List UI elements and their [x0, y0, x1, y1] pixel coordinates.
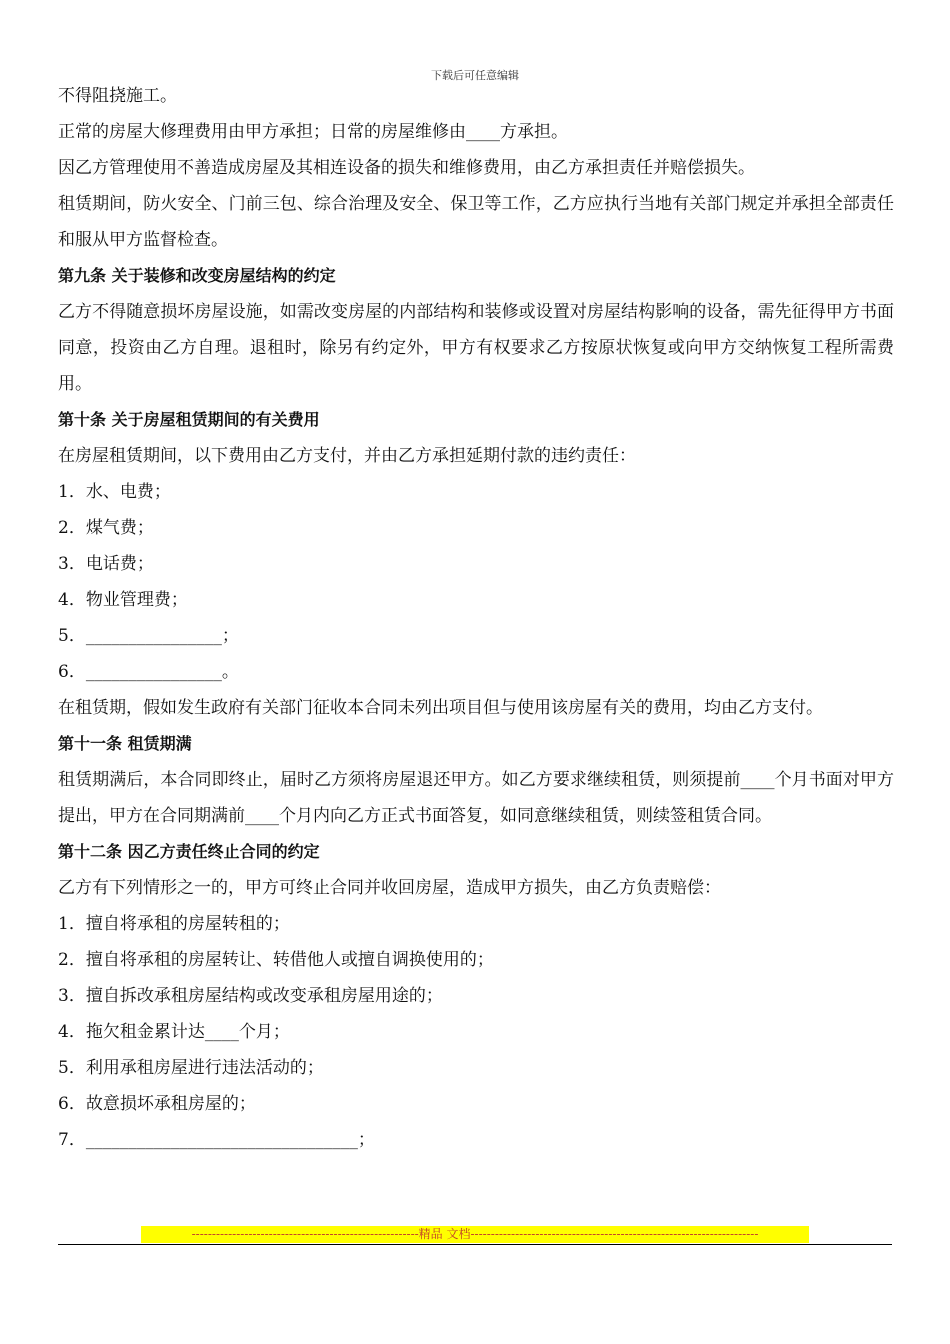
section-heading: 第十二条 因乙方责任终止合同的约定 [58, 842, 320, 861]
footer-divider [58, 1244, 892, 1245]
paragraph-line: 5．________________； [58, 626, 239, 646]
paragraph-line: 因乙方管理使用不善造成房屋及其相连设备的损失和维修费用，由乙方承担责任并赔偿损失。 [58, 158, 755, 178]
paragraph-line: 租赁期满后，本合同即终止，届时乙方须将房屋退还甲方。如乙方要求继续租赁，则须提前____个月书面对甲方提出，甲方在合同期满前____个月内向乙方正式书面答复，如同意继续租赁，则续签租赁合同。 [58, 770, 894, 826]
paragraph-line: 4．物业管理费； [58, 590, 188, 610]
paragraph-line: 3．擅自拆改承租房屋结构或改变承租房屋用途的； [58, 986, 443, 1006]
paragraph-line: 1．擅自将承租的房屋转租的； [58, 914, 290, 934]
paragraph-line: 乙方不得随意损坏房屋设施，如需改变房屋的内部结构和装修或设置对房屋结构影响的设备，需先征得甲方书面同意，投资由乙方自理。退租时，除另有约定外，甲方有权要求乙方按原状恢复或向甲方交纳恢复工程所需费用。 [58, 302, 894, 394]
paragraph-line: 2．煤气费； [58, 518, 154, 538]
paragraph-line: 5．利用承租房屋进行违法活动的； [58, 1058, 324, 1078]
paragraph-line: 6．故意损坏承租房屋的； [58, 1094, 256, 1114]
paragraph-line: 2．擅自将承租的房屋转让、转借他人或擅自调换使用的； [58, 950, 494, 970]
document-body [58, 78, 894, 1158]
paragraph-line: 3．电话费； [58, 554, 154, 574]
footer-watermark: --------------------------------------------------------精品 文档----------------------------------------------------------------------- [141, 1226, 809, 1243]
paragraph-line: 4．拖欠租金累计达____个月； [58, 1022, 290, 1042]
paragraph-line: 在租赁期，假如发生政府有关部门征收本合同未列出项目但与使用该房屋有关的费用，均由乙方支付。 [58, 698, 823, 718]
section-heading: 第九条 关于装修和改变房屋结构的约定 [58, 266, 336, 285]
paragraph-line: 6．________________。 [58, 662, 239, 682]
paragraph-line: 租赁期间，防火安全、门前三包、综合治理及安全、保卫等工作，乙方应执行当地有关部门规定并承担全部责任和服从甲方监督检查。 [58, 194, 894, 250]
paragraph-line: 在房屋租赁期间，以下费用由乙方支付，并由乙方承担延期付款的违约责任： [58, 446, 636, 466]
section-heading: 第十一条 租赁期满 [58, 734, 192, 753]
header-note: 下载后可任意编辑 [431, 69, 519, 82]
paragraph-line: 正常的房屋大修理费用由甲方承担；日常的房屋维修由____方承担。 [58, 122, 568, 142]
paragraph-line: 乙方有下列情形之一的，甲方可终止合同并收回房屋，造成甲方损失，由乙方负责赔偿： [58, 878, 721, 898]
section-heading: 第十条 关于房屋租赁期间的有关费用 [58, 410, 320, 429]
paragraph-line: 1．水、电费； [58, 482, 171, 502]
paragraph-line: 不得阻挠施工。 [58, 86, 177, 106]
paragraph-line: 7．________________________________； [58, 1130, 375, 1150]
